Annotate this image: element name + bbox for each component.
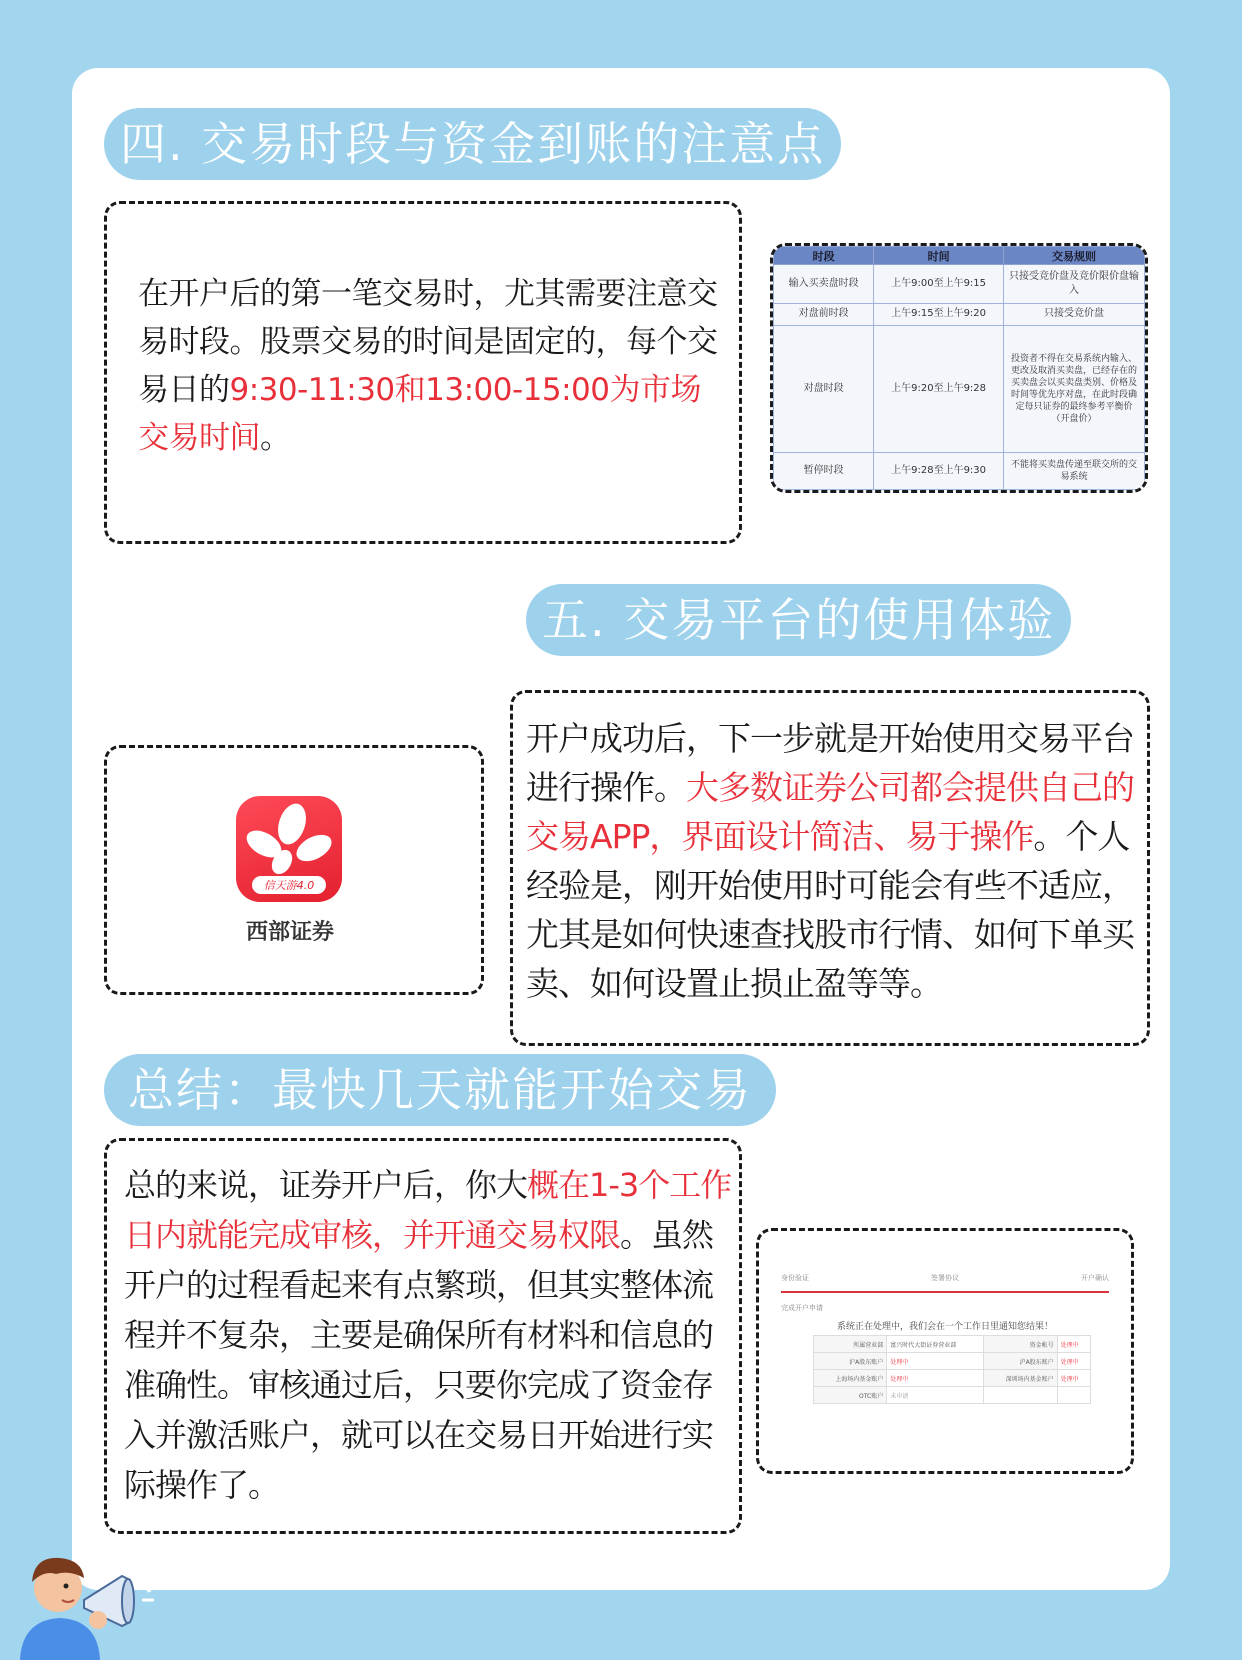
table-row [814, 1353, 1091, 1370]
section5-text-end: 。个人经验是，刚开始使用时可能会有些不适应，尤其是如何快速查找股市行情、如何下单买卖、如何设置止损止盈等等。 [526, 817, 1134, 1003]
table-cell: 未申请 [887, 1387, 984, 1404]
table-row [814, 1336, 1091, 1353]
table-cell: 处理中 [887, 1353, 984, 1370]
section4-text-end: 。 [260, 420, 291, 456]
table-cell: 投资者不得在交易系统内输入、更改及取消买卖盘，已经存在的买卖盘会以买卖盘类别、价格及时间等优先序对盘，在此时段确定每只证券的最终参考平衡价（开盘价） [1004, 325, 1145, 453]
table-cell [984, 1387, 1057, 1404]
trading-schedule-table [770, 243, 1148, 493]
table-cell: 输入买卖盘时段 [774, 265, 874, 304]
col-header-period: 时段 [774, 247, 874, 265]
progress-bar [781, 1291, 1109, 1293]
section4-highlight: 9:30-11:30和13:00-15:00为市场交易时间 [138, 372, 701, 456]
table-cell: 上午9:28至上午9:30 [874, 453, 1004, 490]
status-message: 系统正在处理中，我们会在一个工作日里通知您结果！ [836, 1322, 1053, 1332]
section5-text: 开户成功后，下一步就是开始使用交易平台进行操作。 [526, 719, 1134, 807]
table-row [814, 1387, 1091, 1404]
section4-heading [104, 108, 841, 180]
table-cell: 沪A股东账户 [984, 1353, 1057, 1370]
table-cell: 只接受竞价盘及竞价限价盘输入 [1004, 265, 1145, 304]
summary-text: 总的来说，证券开户后，你大 [124, 1166, 528, 1204]
summary-highlight: 概在1-3个工作日内就能完成审核，并开通交易权限 [124, 1166, 732, 1254]
table-cell: 不能将买卖盘传递至联交所的交易系统 [1004, 453, 1145, 490]
col-header-rule: 交易规则 [1004, 247, 1145, 265]
table-cell: 资金帐号 [984, 1336, 1057, 1353]
table-cell: 上午9:20至上午9:28 [874, 325, 1004, 453]
step-label: 开户确认 [1081, 1274, 1109, 1282]
section5-title: 五. 交易平台的使用体验 [542, 593, 1056, 647]
table-cell: 沪A股东账户 [814, 1353, 887, 1370]
app-badge: 信天游4.0 [263, 879, 315, 892]
table-cell: 上午9:15至上午9:20 [874, 303, 1004, 325]
step-label: 签署协议 [931, 1274, 959, 1282]
progress-steps [781, 1273, 1109, 1283]
table-cell: 处理中 [1057, 1370, 1090, 1387]
summary-text-end: 。虽然开户的过程看起来有点繁琐，但其实整体流程并不复杂，主要是确保所有材料和信息的准确性。审核通过后，只要你完成了资金存入并激活账户，就可以在交易日开始进行实际操作了。 [124, 1216, 714, 1504]
table-cell: 所属营业部 [814, 1336, 887, 1353]
table-cell: 对盘时段 [774, 325, 874, 453]
table-cell: 上海场内基金账户 [814, 1370, 887, 1387]
summary-heading [104, 1054, 776, 1126]
step-label: 身份验证 [781, 1274, 809, 1282]
status-table [813, 1335, 1091, 1404]
table-cell [1057, 1387, 1090, 1404]
table-cell: 富兴时代大街证券营业部 [887, 1336, 984, 1353]
table-cell: 只接受竞价盘 [1004, 303, 1145, 325]
section5-highlight: 大多数证券公司都会提供自己的交易APP，界面设计简洁、易于操作 [526, 768, 1134, 856]
app-name: 西部证券 [245, 920, 334, 945]
table-cell: 处理中 [1057, 1336, 1090, 1353]
summary-paragraph [124, 1160, 732, 1510]
table-row [814, 1370, 1091, 1387]
section5-heading [526, 584, 1071, 656]
table-cell: 暂停时段 [774, 453, 874, 490]
status-subtitle: 完成开户申请 [781, 1304, 823, 1312]
section5-paragraph [526, 714, 1138, 1008]
flower-logo-icon [236, 796, 342, 902]
table-cell: 处理中 [887, 1370, 984, 1387]
section4-title: 四. 交易时段与资金到账的注意点 [120, 117, 826, 171]
table-cell: OTC账户 [814, 1387, 887, 1404]
summary-title: 总结：最快几天就能开始交易 [128, 1063, 752, 1117]
section4-text: 在开户后的第一笔交易时，尤其需要注意交易时段。股票交易的时间是固定的，每个交易日的 [138, 276, 718, 408]
table-cell: 对盘前时段 [774, 303, 874, 325]
section4-paragraph [138, 270, 718, 462]
table-cell: 处理中 [1057, 1353, 1090, 1370]
col-header-time: 时间 [874, 247, 1004, 265]
table-cell: 上午9:00至上午9:15 [874, 265, 1004, 304]
megaphone-person-icon [0, 1530, 160, 1660]
account-status-screenshot [756, 1228, 1134, 1474]
table-cell: 深圳场内基金账户 [984, 1370, 1057, 1387]
